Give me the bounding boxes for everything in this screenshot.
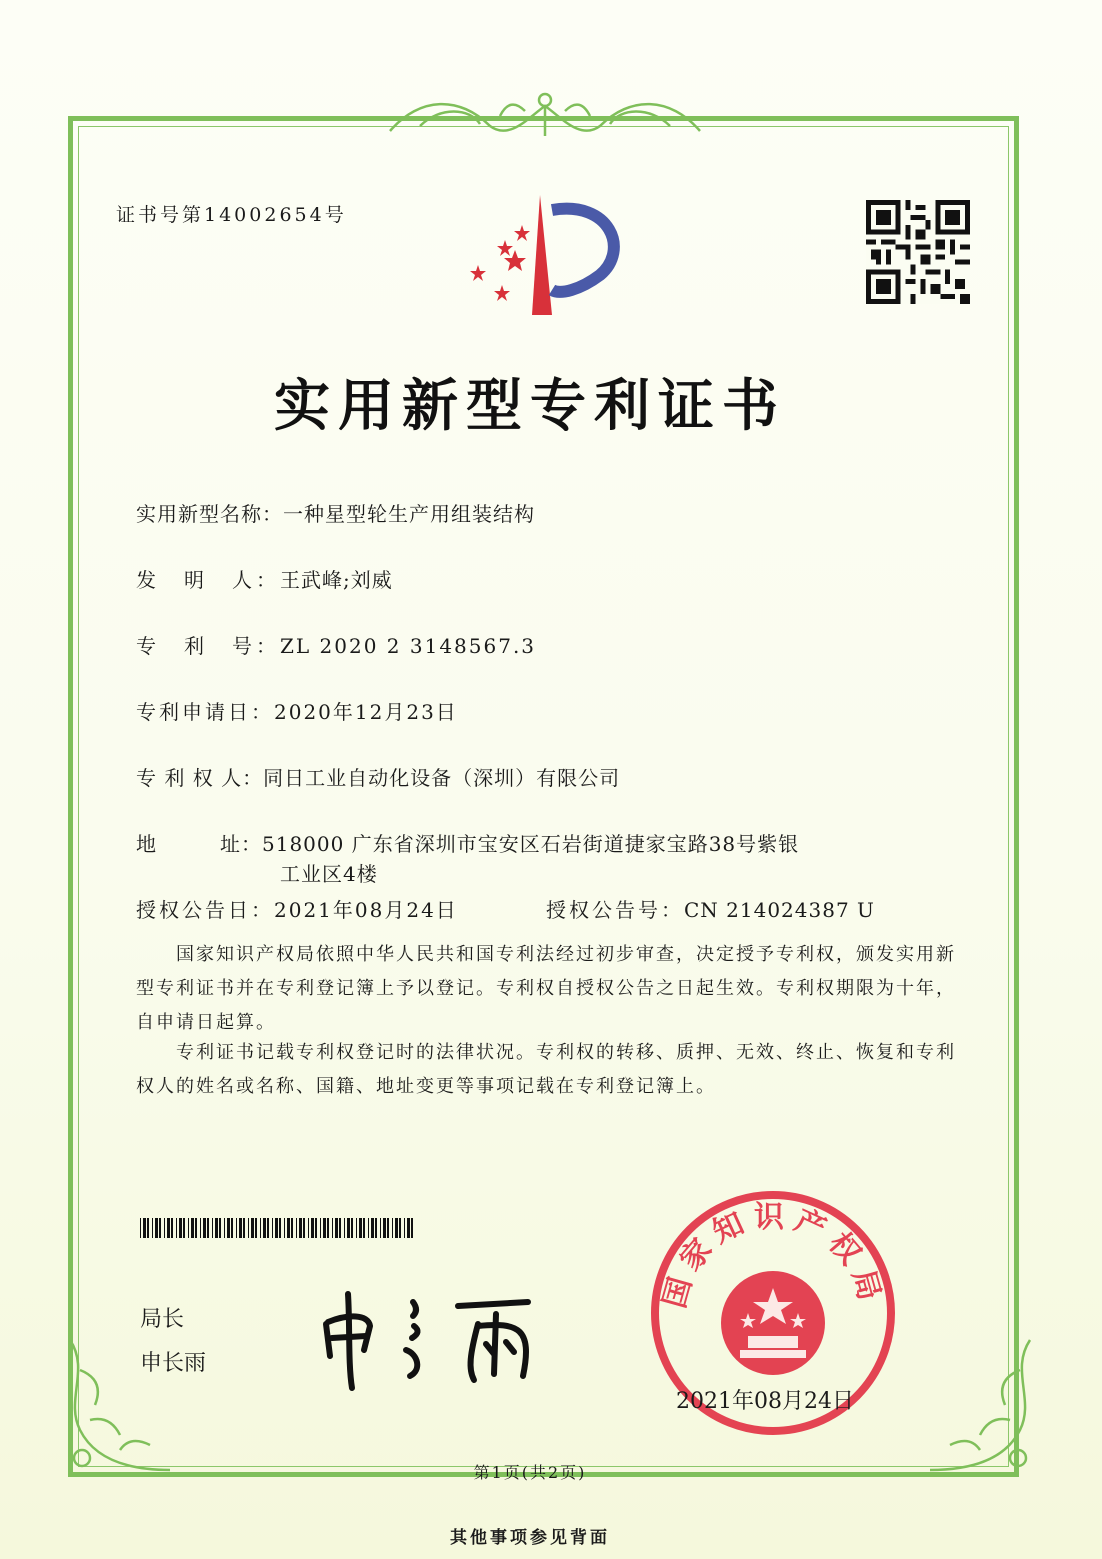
field-grant-number [546,894,875,923]
director-title: 局长 [140,1307,185,1332]
field-label: 专 利 权 人： [136,766,264,790]
seal-date: 2021年08月24日 [676,1389,854,1414]
field-value: 同日工业自动化设备（深圳）有限公司 [263,766,621,790]
statement-paragraph-1: 国家知识产权局依照中华人民共和国专利法经过初步审查，决定授予专利权，颁发实用新型专利证书并在专利登记簿上予以登记。专利权自授权公告之日起生效。专利权期限为十年，自申请日起算。 [136,944,956,1033]
field-inventor [136,564,393,593]
cnipa-logo-icon [460,190,630,320]
field-value: ZL 2020 2 3148567.3 [280,634,537,658]
corner-ornament-bottom-right-icon [920,1330,1040,1480]
certificate-number: 证书号第14002654号 [116,204,347,226]
barcode-icon [140,1218,415,1238]
field-value: 518000 广东省深圳市宝安区石岩街道捷家宝路38号紫银 [262,832,800,856]
field-patentee [136,762,620,791]
field-label: 授权公告号： [546,898,684,922]
field-label: 实用新型名称： [136,502,283,526]
field-grant-date [136,894,458,923]
field-value: 2020年12月23日 [274,700,458,724]
page-title: 实用新型专利证书 [274,373,786,439]
field-label: 地 址： [136,832,262,856]
statement-paragraph-2: 专利证书记载专利权登记时的法律状况。专利权的转移、质押、无效、终止、恢复和专利权人的姓名或名称、国籍、地址变更等事项记载在专利登记簿上。 [136,1042,956,1097]
field-patent-number [136,630,536,659]
field-utility-name [136,498,535,527]
field-value: 王武峰;刘威 [280,568,393,592]
field-value: CN 214024387 U [684,898,875,922]
field-label: 专 利 号： [136,634,280,658]
field-filing-date [136,696,458,725]
qr-code-icon [865,200,971,304]
page-number: 第1页(共2页) [473,1463,587,1482]
field-value: 一种星型轮生产用组装结构 [283,502,535,526]
field-label: 发 明 人： [136,568,280,592]
top-ornament-icon [380,86,710,146]
director-name: 申长雨 [140,1351,207,1376]
field-value: 2021年08月24日 [274,898,458,922]
field-label: 授权公告日： [136,898,274,922]
field-label: 专利申请日： [136,700,274,724]
handwritten-signature-icon [318,1284,558,1394]
seal-text: 国家知识产权局 [657,1200,889,1312]
footer-note: 其他事项参见背面 [450,1528,610,1548]
field-address [136,828,799,857]
field-address-line2: 工业区4楼 [280,862,378,886]
